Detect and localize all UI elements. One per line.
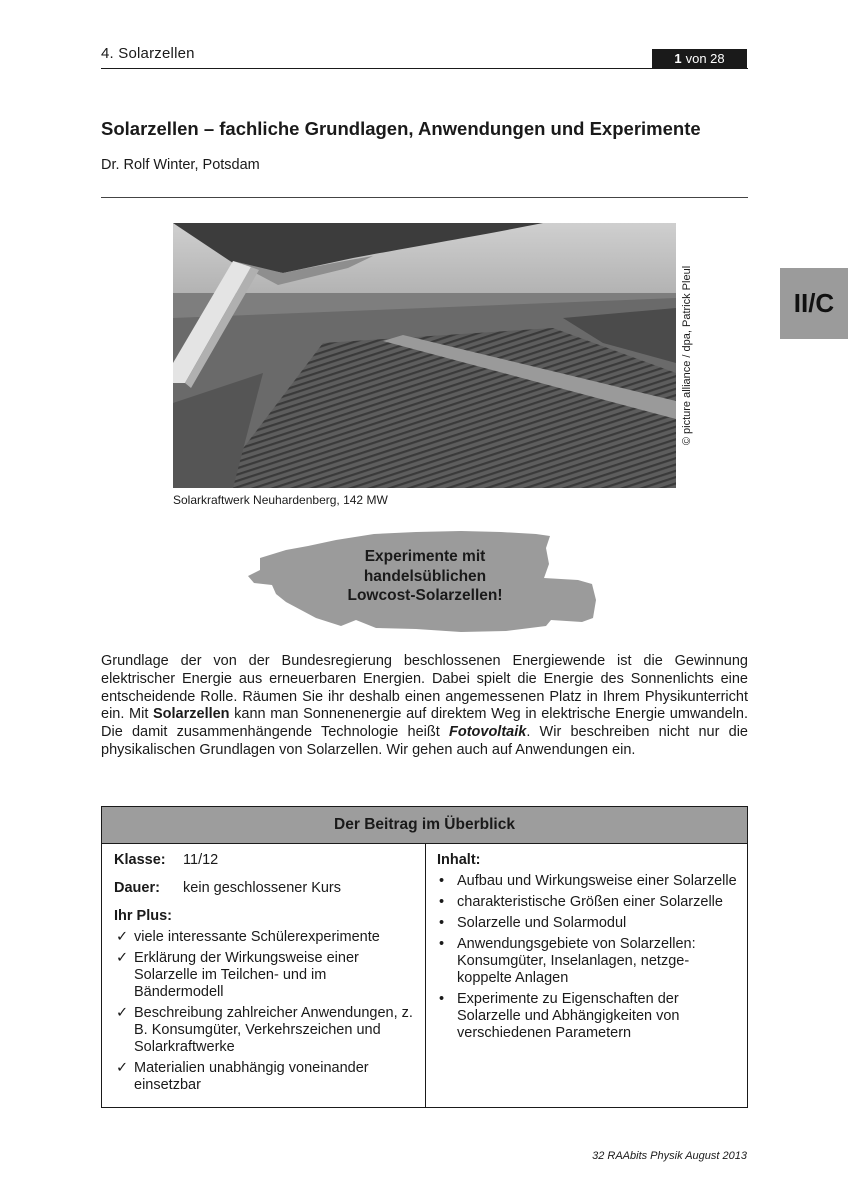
overview-left-column: [114, 852, 419, 1098]
header-divider: [101, 68, 748, 69]
dauer-label: Dauer:: [114, 880, 160, 896]
list-item: [437, 915, 737, 932]
bullet-icon: •: [439, 873, 445, 889]
bullet-icon: •: [439, 936, 445, 952]
checkmark-icon: ✓: [116, 1060, 129, 1076]
plus-heading: Ihr Plus:: [114, 908, 173, 924]
bullet-icon: •: [439, 894, 445, 910]
list-item: [114, 929, 419, 946]
list-item: [114, 1060, 419, 1094]
intro-bold-term: Solarzellen: [152, 706, 230, 723]
list-item-text: Beschreibung zahlreicher Anwendungen, z. B. Konsumgüter, Verkehrszeichen und Solarkraftwerke: [134, 1005, 413, 1055]
intro-text: kann man Sonnenenergie auf direktem Weg in elektrische Energie umwandeln. Die damit zusammenhängende Technologie heißt: [101, 706, 748, 741]
list-item-text: Erklärung der Wirkungsweise einer Solarzelle im Teilchen- und im Bändermodell: [134, 950, 359, 1000]
chapter-title: 4. Solarzellen: [101, 45, 195, 62]
list-item-text: charakteristische Größen einer Solarzelle: [457, 894, 723, 910]
checkmark-icon: ✓: [116, 929, 129, 945]
klasse-value: 11/12: [183, 852, 219, 868]
banner-line: Lowcost-Solarzellen!: [347, 587, 503, 604]
page-total: von 28: [685, 51, 725, 66]
page-indicator: [652, 49, 747, 68]
dauer-field: [114, 880, 419, 897]
checkmark-icon: ✓: [116, 1005, 129, 1021]
intro-text: Grundlage der von der Bundesregierung beschlossenen Energiewende ist die Gewinnung elektrischer Energie aus erneuerbaren Energien. Dabei spielt die Energie des Sonnenlichts eine entscheidende Rolle. Räumen Sie ihr deshalb einen angemessenen Platz in Ihrem Physikunterricht ein. Mit: [101, 653, 748, 723]
list-item: [437, 991, 737, 1042]
plus-list: [114, 929, 419, 1094]
list-item-text: Solarzelle und Solarmodul: [457, 915, 627, 931]
dauer-value: kein geschlossener Kurs: [183, 880, 342, 896]
page-number: 1: [674, 51, 682, 66]
column-divider: [425, 844, 426, 1107]
list-item: [437, 894, 737, 911]
intro-emphasis-term: Fotovoltaik: [448, 724, 527, 741]
solar-plant-photo: [173, 223, 676, 488]
list-item: [437, 936, 737, 987]
banner-line: Experimente mit: [364, 548, 486, 565]
bullet-icon: •: [439, 991, 445, 1007]
title-divider: [101, 197, 748, 198]
intro-paragraph: [101, 653, 748, 760]
list-item: [114, 1005, 419, 1056]
list-item-text: Materialien unabhängig voneinander einsetzbar: [134, 1060, 369, 1093]
document-title: Solarzellen – fachliche Grundlagen, Anwendungen und Experimente: [101, 118, 701, 139]
author-line: Dr. Rolf Winter, Potsdam: [101, 157, 260, 173]
list-item-text: Anwendungsgebiete von Solarzellen: Konsumgüter, Inselanlagen, netzgekoppelte Anlagen: [457, 936, 696, 986]
overview-box: [101, 806, 748, 1108]
photo-credit: © picture alliance / dpa, Patrick Pleul: [681, 265, 693, 446]
overview-right-column: [437, 852, 737, 1046]
banner-line: handelsüblichen: [363, 567, 487, 585]
bullet-icon: •: [439, 915, 445, 931]
list-item: [114, 950, 419, 1001]
klasse-label: Klasse:: [114, 852, 166, 868]
photo-caption: Solarkraftwerk Neuhardenberg, 142 MW: [173, 493, 388, 507]
list-item-text: Experimente zu Eigenschaften der Solarzelle und Abhängigkeiten von verschiedenen Parametern: [457, 991, 680, 1041]
checkmark-icon: ✓: [116, 950, 129, 966]
list-item: [437, 873, 737, 890]
list-item-text: viele interessante Schülerexperimente: [134, 929, 380, 945]
overview-heading: Der Beitrag im Überblick: [102, 807, 747, 844]
intro-text: . Wir beschreiben nicht nur die physikalischen Grundlagen von Solarzellen. Wir gehen auch auf Anwendungen ein.: [101, 724, 748, 758]
klasse-field: [114, 852, 419, 869]
banner-text: [310, 547, 540, 606]
list-item-text: Aufbau und Wirkungsweise einer Solarzelle: [457, 873, 737, 889]
inhalt-list: [437, 873, 737, 1042]
inhalt-heading: Inhalt:: [437, 852, 481, 868]
section-tab: II/C: [780, 268, 848, 339]
page-footer: 32 RAAbits Physik August 2013: [592, 1150, 747, 1162]
